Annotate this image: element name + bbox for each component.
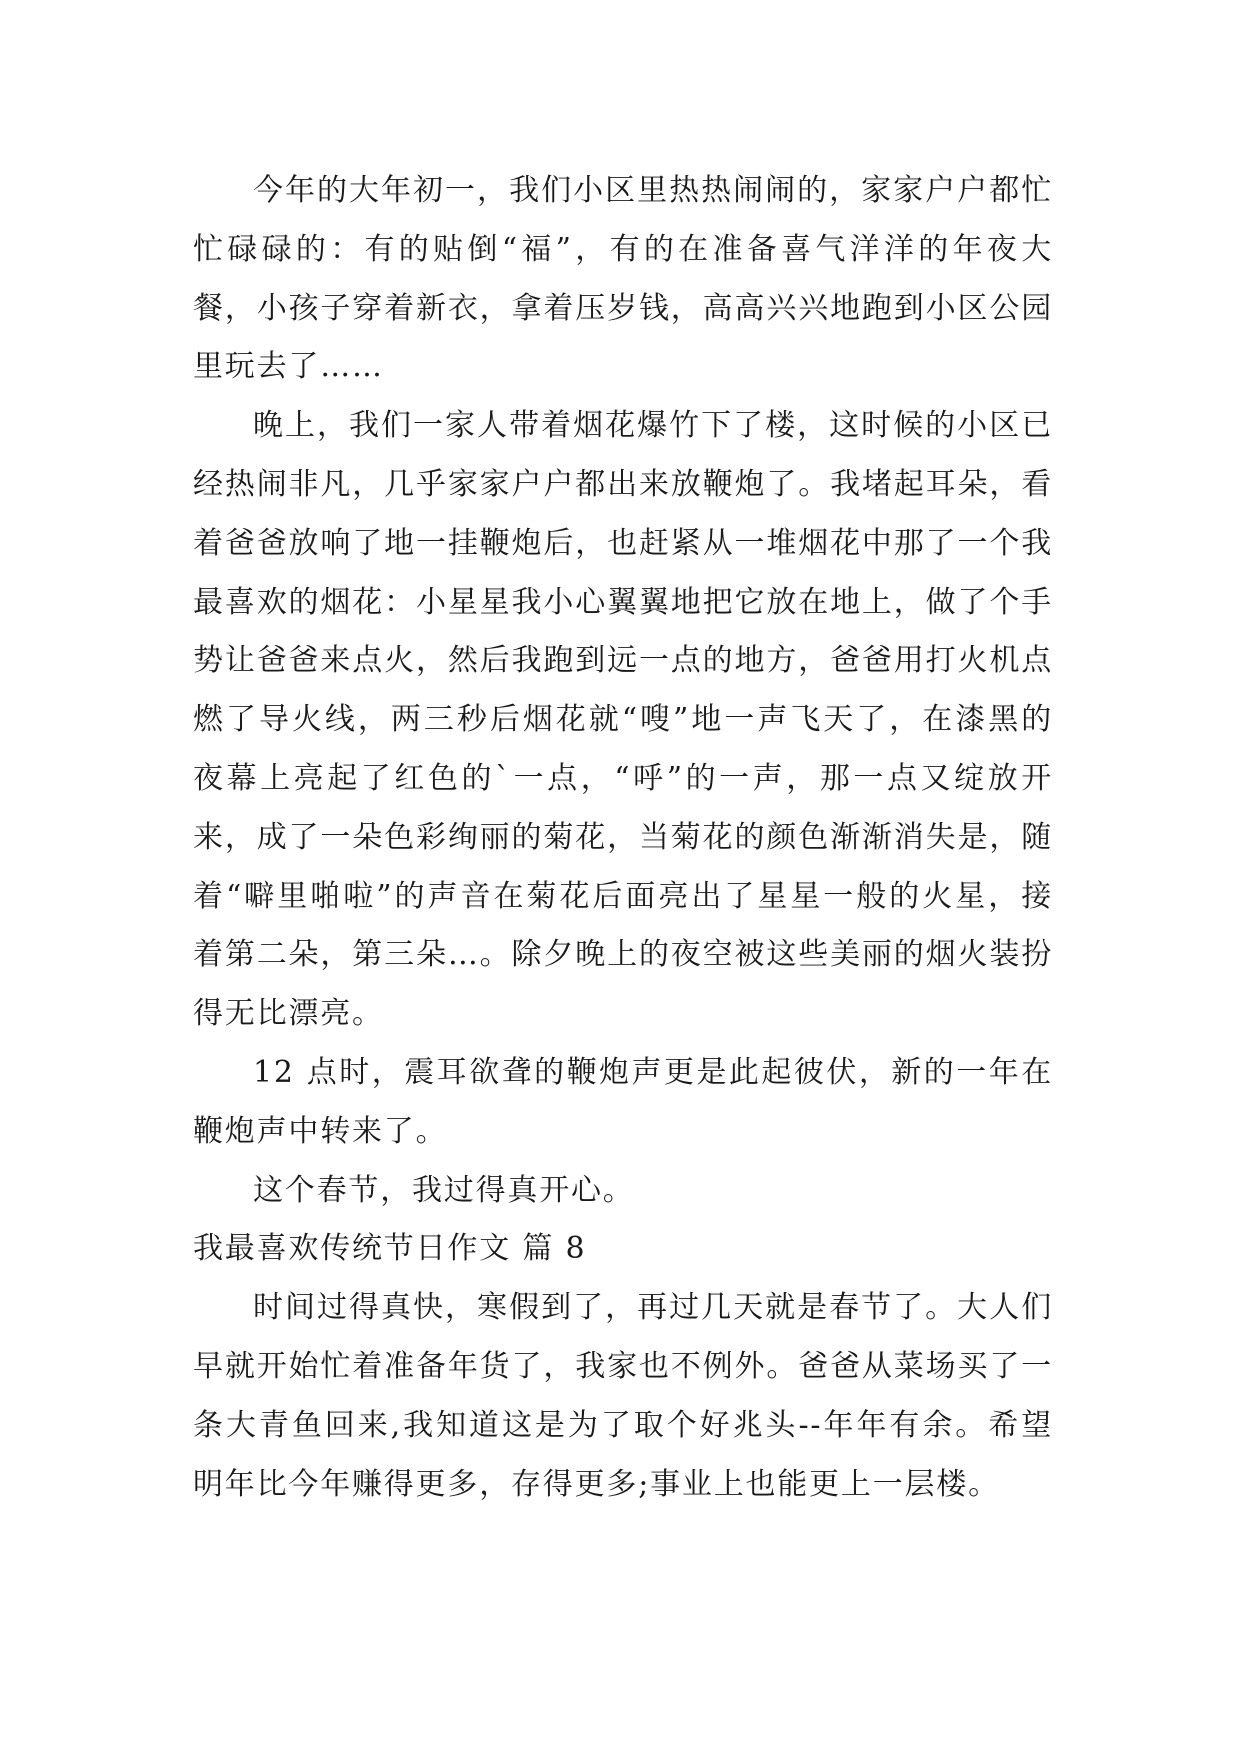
section-heading: 我最喜欢传统节日作文 篇 8 (193, 1231, 587, 1267)
paragraph-fireworks-evening: 晚上，我们一家人带着烟花爆竹下了楼，这时候的小区已经热闹非凡，几乎家家户户都出来放鞭炮了。我堵起耳朵，看着爸爸放响了地一挂鞭炮后，也赶紧从一堆烟花中那了一个我最喜欢的烟花：小星星我小心翼翼地把它放在地上，做了个手势让爸爸来点火，然后我跑到远一点的地方，爸爸用打火机点燃了导火线，两三秒后烟花就“嗖”地一声飞天了，在漆黑的夜幕上亮起了红色的`一点，“呼”的一声，那一点又绽放开来，成了一朵色彩绚丽的菊花，当菊花的颜色渐渐消失是，随着“噼里啪啦”的声音在菊花后面亮出了星星一般的火星，接着第二朵，第三朵…。除夕晚上的夜空被这些美丽的烟火装扮得无比漂亮。 (193, 408, 1053, 1032)
paragraph-midnight: 12 点时，震耳欲聋的鞭炮声更是此起彼伏，新的一年在鞭炮声中转来了。 (193, 1054, 1053, 1149)
paragraph-happy-spring-festival: 这个春节，我过得真开心。 (253, 1172, 635, 1208)
paragraph-new-year-day: 今年的大年初一，我们小区里热热闹闹的，家家户户都忙忙碌碌的：有的贴倒“福”，有的在准备喜气洋洋的年夜大餐，小孩子穿着新衣，拿着压岁钱，高高兴兴地跑到小区公园里玩去了…… (193, 173, 1053, 385)
body-text (193, 162, 1053, 1514)
paragraph-winter-break: 时间过得真快，寒假到了，再过几天就是春节了。大人们早就开始忙着准备年货了，我家也不例外。爸爸从菜场买了一条大青鱼回来,我知道这是为了取个好兆头--年年有余。希望明年比今年赚得更多，存得更多;事业上也能更上一层楼。 (193, 1290, 1053, 1502)
